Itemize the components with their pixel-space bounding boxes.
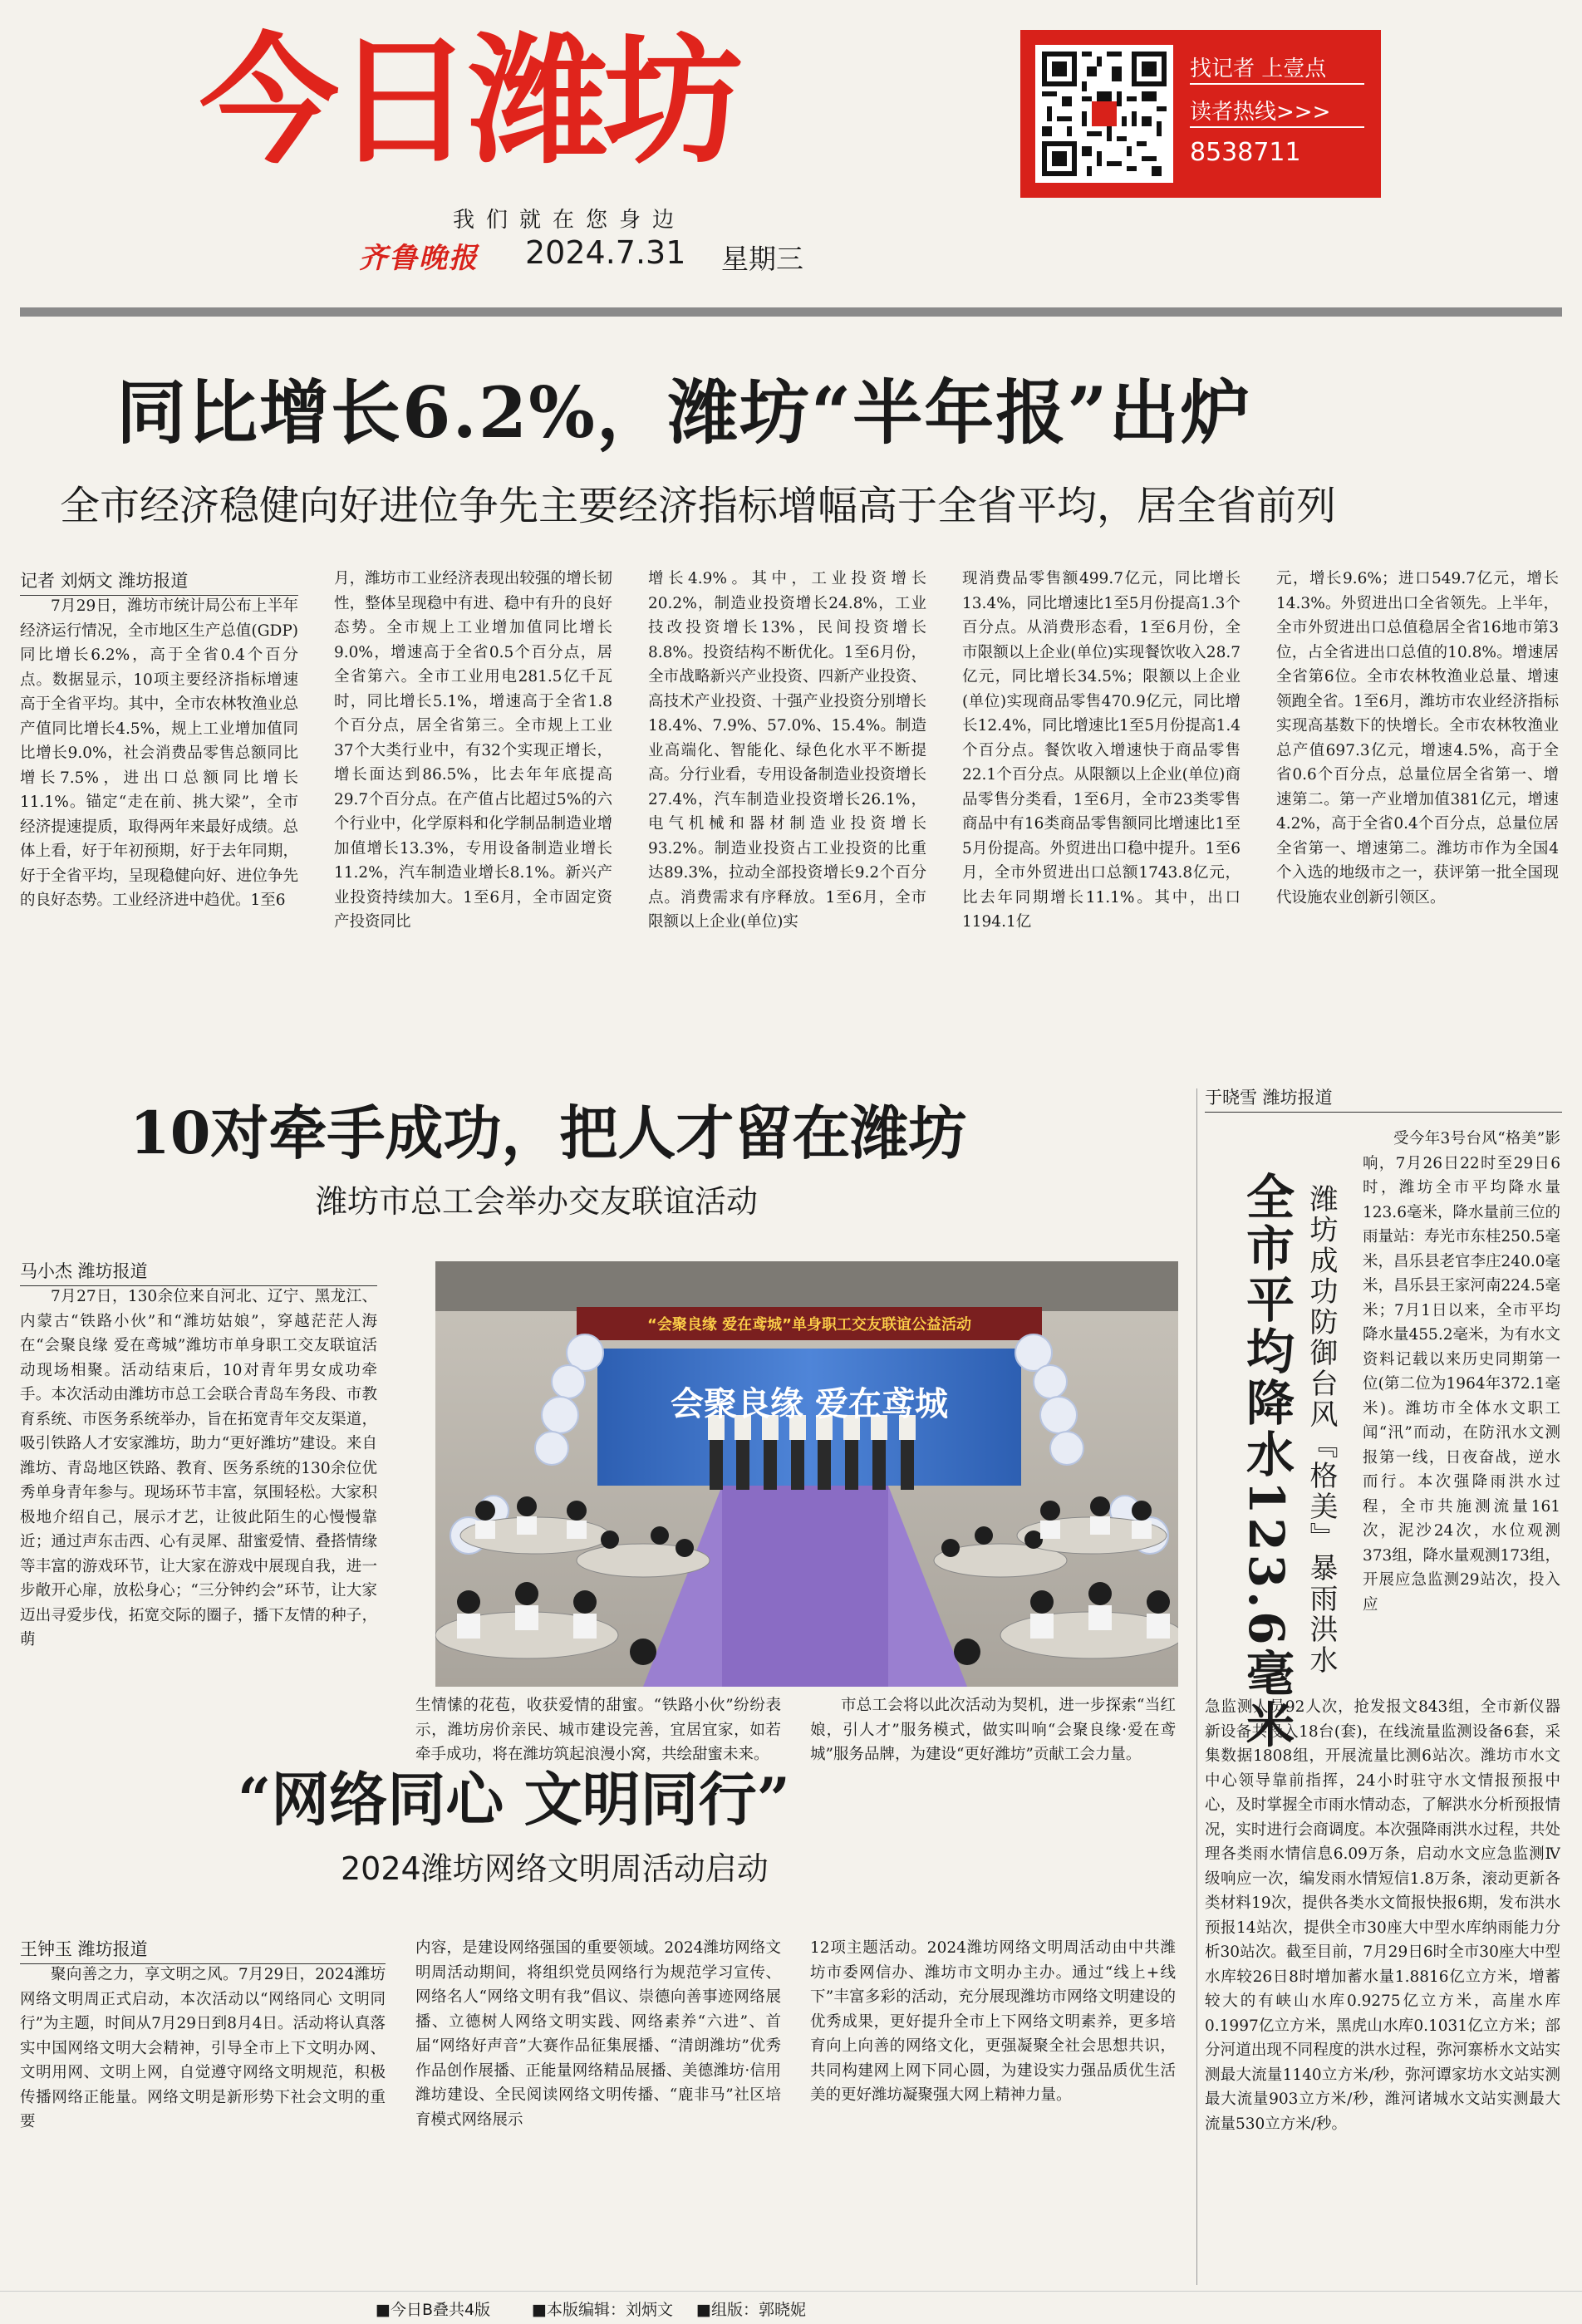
promo-find-reporter: 找记者 上壹点 [1190, 57, 1327, 81]
story3-byline: 王钟玉 潍坊报道 [20, 1936, 386, 1964]
story2-column-middle: 生情愫的花苞，收获爱情的甜蜜。“铁路小伙”纷纷表示，潍坊房价亲民、城市建设完善，宜居宜家，如若牵手成功，将在潍坊筑起浪漫小窝，共绘甜蜜未来。 [415, 1697, 781, 1763]
story4-column-bottom: 急监测人员92人次，抢发报文843组，全市新仪器新设备共投入18台(套)，在线流量监测设备6套，采集数据1808组，开展流量比测6站次。潍坊市水文中心领导靠前指挥，24小时驻守水文情报预报中心，及时掌握全市雨水情动态，了解洪水分析预报情况，实时进行会商调度。本次强降雨洪水过程，共处理各类雨水情信息6.09万条，启动水文应急监测Ⅳ级响应一次，编发雨水情短信1.8万条，滚动更新各类材料19次，提供各类水文简报快报6期，发布洪水预报14站次，提供全市30座大中型水库纳雨能力分析30站次。截至目前，7月29日6时全市30座大中型水库较26日8时增加蓄水量1.8816亿立方米，增蓄较大的有峡山水库0.9275亿立方米，高崖水库0.1997亿立方米，黑虎山水库0.1031亿立方米；部分河道出现不同程度的洪水过程，弥河寨桥水文站实测最大流量1140立方米/秒，弥河谭家坊水文站实测最大流量903立方米/秒，潍河诸城水文站实测最大流量530立方米/秒。 [1205, 1698, 1560, 2133]
story2-column-right: 市总工会将以此次活动为契机，进一步探索“当红娘，引人才”服务模式，做实叫响“会聚良缘·爱在鸢城”服务品牌，为建设“更好潍坊”贡献工会力量。 [810, 1697, 1176, 1763]
story3-column-2: 内容，是建设网络强国的重要领域。2024潍坊网络文明周活动期间，将组织党员网络行为规范学习宣传、网络名人“网络文明有我”倡议、崇德向善事迹网络展播、立德树人网络文明实践、网络素养“六进”、首届“网络好声音”大赛作品征集展播、“清朗潍坊”优秀作品创作展播、正能量网络精品展播、美德潍坊·信用潍坊建设、全民阅读网络文明传播、“鹿非马”社区培育模式网络展示 [415, 1939, 781, 2129]
story1-headline: 同比增长6.2%，潍坊“半年报”出炉 [116, 371, 1252, 454]
story2-headline: 10对牵手成功，把人才留在潍坊 [130, 1098, 967, 1167]
story1-column-5: 元，增长9.6%；进口549.7亿元，增长14.3%。外贸进出口全省领先。上半年，全市外贸进出口总值稳居全省16地市第3位，占全省进出口总值的10.8%。增速居全省第6位。全市农林牧渔业总量、增速领跑全省。1至6月，潍坊市农业经济指标实现高基数下的快增长。全市农林牧渔业总产值697.3亿元，增速4.5%，高于全省0.6个百分点，总量位居全省第一、增速第二。第一产业增加值381亿元，增速4.2%，高于全省0.4个百分点，总量位居全省第一、增速第二。潍坊市作为全国4个入选的地级市之一，获评第一批全国现代设施农业创新引领区。 [1276, 570, 1559, 907]
issue-weekday: 星期三 [721, 243, 803, 275]
story2-byline: 马小杰 潍坊报道 [20, 1258, 377, 1286]
story1-byline: 记者 刘炳文 潍坊报道 [20, 567, 298, 596]
promo-divider [1190, 83, 1364, 85]
issue-date: 2024.7.31 [525, 234, 686, 271]
event-photo-icon [435, 1261, 1178, 1687]
promo-divider [1190, 126, 1364, 128]
story4-headline: 全市平均降水123.6毫米 [1238, 1172, 1295, 1752]
story4-column-top: 受今年3号台风“格美”影响，7月26日22时至29日6时，潍坊全市平均降水量123.6毫米，降水量前三位的雨量站：寿光市东桂250.5毫米，昌乐县老官李庄240.0毫米，昌乐县王家河南224.5毫米；7月1日以来，全市平均降水量455.2毫米，为有水文资料记载以来历史同期第一位(第二位为1964年372.1毫米)。潍坊市全体水文职工闻“汛”而动，在防汛水文测报第一线，日夜奋战，逆水而行。本次强降雨洪水过程，全市共施测流量161次，泥沙24次，水位观测373组，降水量观测173组，开展应急监测29站次，投入应 [1363, 1130, 1560, 1614]
story3-column-3: 12项主题活动。2024潍坊网络文明周活动由中共潍坊市委网信办、潍坊市文明办主办。通过“线上+线下”丰富多彩的活动，充分展现潍坊市网络文明建设的优秀成果，更好提升全市上下网络文明素养，更多培育向上向善的网络文化，更强凝聚全社会思想共识，共同构建网上网下同心圆，为建设实力强品质优生活美的更好潍坊凝聚强大网上精神力量。 [810, 1939, 1176, 2104]
masthead-rule [20, 307, 1562, 317]
footer-rule [0, 2291, 1582, 2292]
qr-code-icon[interactable] [1035, 45, 1173, 183]
story1-column-1: 7月29日，潍坊市统计局公布上半年经济运行情况，全市地区生产总值(GDP)同比增长6.2%，高于全省0.4个百分点。数据显示，10项主要经济指标增速高于全省平均。其中，全市农林牧渔业总产值同比增长4.5%，规上工业增加值同比增长9.0%，社会消费品零售总额同比增长7.5%，进出口总额同比增长11.1%。锚定“走在前、挑大梁”，全市经济提速提质，取得两年来最好成绩。总体上看，好于年初预期，好于去年同期，好于全省平均，呈现稳健向好、进位争先的良好态势。工业经济进中趋优。1至6 [20, 597, 298, 909]
story2-subhead: 潍坊市总工会举办交友联谊活动 [316, 1183, 759, 1220]
story4-byline: 于晓雪 潍坊报道 [1205, 1084, 1562, 1113]
photo-screen-text: 会聚良缘 爱在鸢城 [671, 1385, 948, 1423]
promo-hotline-label: 读者热线>>> [1190, 100, 1331, 125]
story1-column-4: 现消费品零售额499.7亿元，同比增长13.4%，同比增速比1至5月份提高1.3个百分点。从消费形态看，1至6月份，全市限额以上企业(单位)实现餐饮收入28.7亿元，同比增长34.5%；限额以上企业(单位)实现商品零售470.9亿元，同比增长12.4%，同比增速比1至5月份提高1.4个百分点。餐饮收入增速快于商品零售22.1个百分点。从限额以上企业(单位)商品零售分类看，1至6月，全市23类零售商品中有16类商品零售额同比增速比1至5月份提高。外贸进出口稳中提升。1至6月，全市外贸进出口总额1743.8亿元，比去年同期增长11.1%。其中，出口1194.1亿 [962, 570, 1241, 931]
story3-subhead: 2024潍坊网络文明周活动启动 [341, 1850, 769, 1887]
story3-headline: “网络同心 文明同行” [238, 1765, 790, 1834]
promo-hotline-number[interactable]: 8538711 [1190, 138, 1301, 167]
masthead-slogan: 我们就在您身边 [453, 208, 686, 233]
masthead-title: 今日潍坊 [199, 20, 738, 183]
footer-editor: ■本版编辑：刘炳文 [532, 2301, 673, 2319]
story1-column-2: 月，潍坊市工业经济表现出较强的增长韧性，整体呈现稳中有进、稳中有升的良好态势。全市规上工业增加值同比增长9.0%，增速高于全省0.5个百分点，居全省第六。全市工业用电281.5亿千瓦时，同比增长5.1%，增速高于全省1.8个百分点，居全省第三。全市规上工业37个大类行业中，有32个实现正增长，增长面达到86.5%，比去年年底提高29.7个百分点。在产值占比超过5%的六个行业中，化学原料和化学制品制造业增加值增长13.3%，专用设备制造业增长11.2%，汽车制造业增长8.1%。新兴产业投资持续加大。1至6月，全市固定资产投资同比 [334, 570, 612, 931]
story3-column-1: 聚向善之力，享文明之风。7月29日，2024潍坊网络文明周正式启动，本次活动以“网络同心 文明同行”为主题，时间从7月29日到8月4日。活动将认真落实中国网络文明大会精神，引导全市上下文明办网、文明用网、文明上网，自觉遵守网络文明规范，积极传播网络正能量。网络文明是新形势下社会文明的重要 [20, 1966, 386, 2130]
footer-layout: ■组版：郭晓妮 [696, 2301, 806, 2319]
photo-banner-text: “会聚良缘 爱在鸢城”单身职工交友联谊公益活动 [647, 1316, 971, 1334]
story1-subhead: 全市经济稳健向好进位争先主要经济指标增幅高于全省平均，居全省前列 [60, 483, 1337, 529]
qilu-evening-news-logo: 齐鲁晚报 [359, 242, 479, 275]
story4-subhead: 潍坊成功防御台风『格美』暴雨洪水 [1304, 1184, 1338, 1676]
reader-hotline-box [1020, 30, 1381, 198]
story1-column-3: 增长4.9%。其中，工业投资增长20.2%，制造业投资增长24.8%，工业技改投资增长13%，民间投资增长8.8%。投资结构不断优化。1至6月份，全市战略新兴产业投资、四新产业投资、高技术产业投资、十强产业投资分别增长18.4%、7.9%、57.0%、15.4%。制造业高端化、智能化、绿色化水平不断提高。分行业看，专用设备制造业投资增长27.4%，汽车制造业投资增长26.1%，电气机械和器材制造业投资增长93.2%。制造业投资占工业投资的比重达89.3%，拉动全部投资增长9.2个百分点。消费需求有序释放。1至6月，全市限额以上企业(单位)实 [648, 570, 926, 931]
story2-column-left: 7月27日，130余位来自河北、辽宁、黑龙江、内蒙古“铁路小伙”和“潍坊姑娘”，穿越茫茫人海在“会聚良缘 爱在鸢城”潍坊市单身职工交友联谊活动现场相聚。活动结束后，10对青年男女成功牵手。本次活动由潍坊市总工会联合青岛车务段、市教育系统、市医务系统举办，旨在拓宽青年交友渠道，吸引铁路人才安家潍坊，助力“更好潍坊”建设。来自潍坊、青岛地区铁路、教育、医务系统的130余位优秀单身青年参与。现场环节丰富，氛围轻松。大家积极地介绍自己，展示才艺，让彼此陌生的心慢慢靠近；通过声东击西、心有灵犀、甜蜜爱情、叠搭情缘等丰富的游戏环节，让大家在游戏中展现自我，进一步敞开心扉，放松身心；“三分钟约会”环节，让大家迈出寻爱步伐，拓宽交际的圈子，播下友情的种子，萌 [20, 1288, 377, 1648]
footer-pages: ■今日B叠共4版 [376, 2301, 491, 2319]
column-divider [1196, 1088, 1197, 2285]
